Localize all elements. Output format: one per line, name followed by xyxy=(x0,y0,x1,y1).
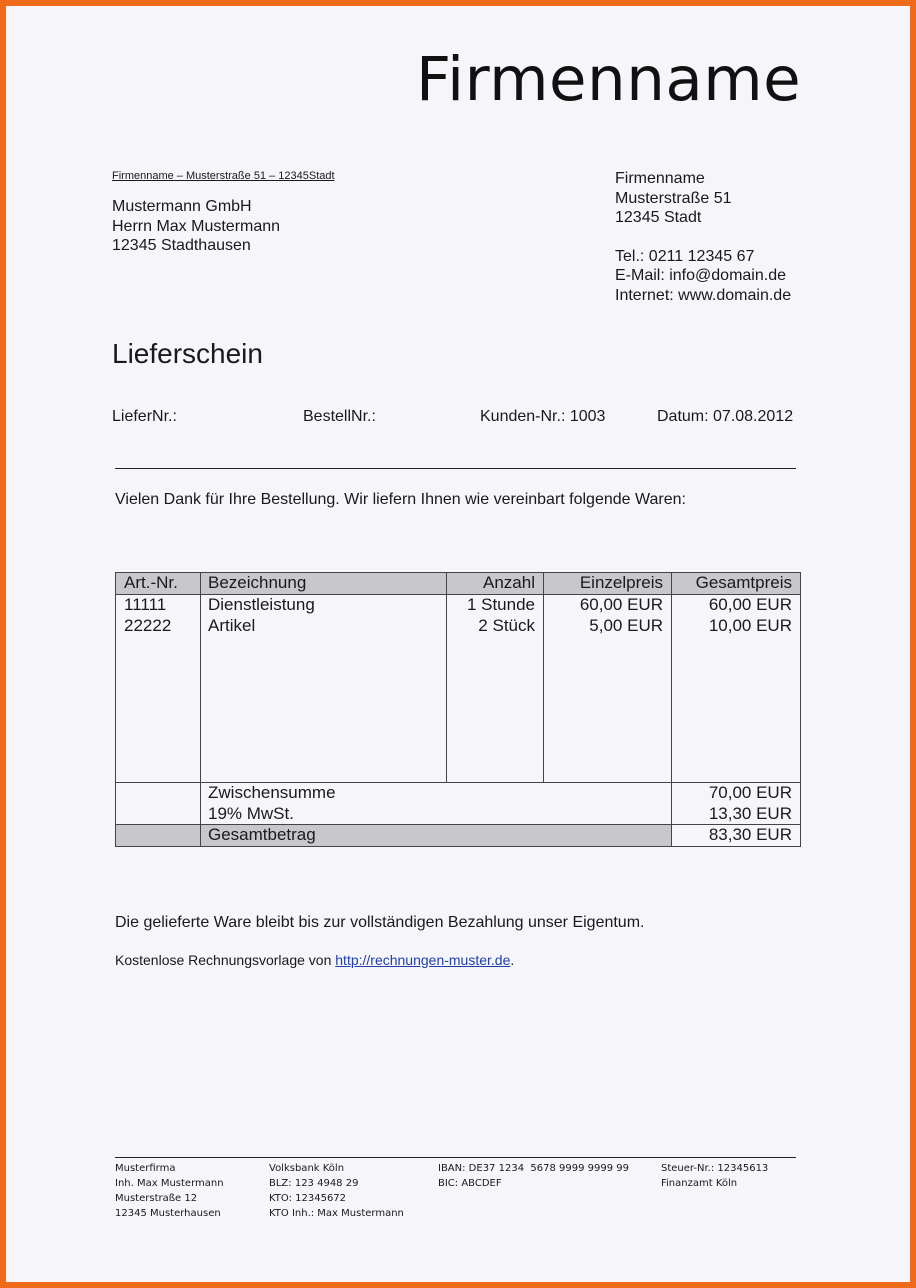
divider xyxy=(115,468,796,469)
footer-line: Volksbank Köln xyxy=(269,1163,345,1174)
footer-line: 12345 Musterhausen xyxy=(115,1208,221,1219)
header-einzelpreis: Einzelpreis xyxy=(579,573,663,592)
row2-art-nr: 22222 xyxy=(124,616,172,635)
datum: Datum: 07.08.2012 xyxy=(657,408,794,425)
footer-bank xyxy=(269,1161,404,1221)
liefer-nr: LieferNr.: xyxy=(112,408,177,425)
ownership-note: Die gelieferte Ware bleibt bis zur vollständigen Bezahlung unser Eigentum. xyxy=(115,914,645,931)
contact-street: Musterstraße 51 xyxy=(615,189,732,207)
footer-iban xyxy=(438,1161,629,1191)
subtotal-value: 70,00 EUR xyxy=(708,783,792,802)
recipient-address xyxy=(112,197,280,256)
bestell-nr: BestellNr.: xyxy=(303,408,376,425)
header-bezeichnung: Bezeichnung xyxy=(208,573,307,592)
document-page xyxy=(6,6,910,1282)
footer-line: Finanzamt Köln xyxy=(661,1178,738,1189)
document-title: Lieferschein xyxy=(112,338,263,369)
footer-line: Musterfirma xyxy=(115,1163,176,1174)
row1-anzahl: 1 Stunde xyxy=(466,595,535,614)
contact-email: E-Mail: info@domain.de xyxy=(615,267,786,284)
template-credit-suffix: . xyxy=(510,952,515,968)
footer-line: Inh. Max Mustermann xyxy=(115,1178,224,1189)
company-contact-block xyxy=(615,169,791,305)
contact-city: 12345 Stadt xyxy=(615,209,702,226)
col-divider xyxy=(200,573,201,846)
header-art-nr: Art.-Nr. xyxy=(124,573,178,592)
recipient-person: Herrn Max Mustermann xyxy=(112,217,281,235)
row2-gesamtpreis: 10,00 EUR xyxy=(708,616,792,635)
footer-line: Steuer-Nr.: 12345613 xyxy=(661,1163,769,1174)
template-link[interactable]: http://rechnungen-muster.de xyxy=(335,952,511,968)
total-label: Gesamtbetrag xyxy=(208,825,316,844)
subtotal-label: Zwischensumme xyxy=(208,783,336,802)
footer-line: BIC: ABCDEF xyxy=(438,1178,502,1189)
row2-bezeichnung: Artikel xyxy=(208,616,256,635)
footer-line: BLZ: 123 4948 29 xyxy=(269,1178,359,1189)
footer-company xyxy=(115,1161,224,1221)
footer-tax xyxy=(661,1161,768,1191)
total-value: 83,30 EUR xyxy=(708,825,792,844)
contact-internet: Internet: www.domain.de xyxy=(615,286,792,304)
kunden-nr: Kunden-Nr.: 1003 xyxy=(480,408,606,425)
company-title: Firmenname xyxy=(416,44,802,115)
intro-text: Vielen Dank für Ihre Bestellung. Wir liefern Ihnen wie vereinbart folgende Waren: xyxy=(115,491,686,508)
tax-label: 19% MwSt. xyxy=(208,804,294,823)
contact-tel: Tel.: 0211 12345 67 xyxy=(615,247,755,265)
footer-line: KTO Inh.: Max Mustermann xyxy=(269,1208,404,1219)
row2-anzahl: 2 Stück xyxy=(478,616,535,635)
sender-address-line: Firmenname – Musterstraße 51 – 12345Stadt xyxy=(112,170,335,182)
items-table xyxy=(115,572,801,847)
template-credit xyxy=(115,952,514,968)
row1-einzelpreis: 60,00 EUR xyxy=(579,595,663,614)
row1-art-nr: 11111 xyxy=(124,595,167,614)
footer-line: IBAN: DE37 1234 5678 9999 9999 99 xyxy=(438,1163,630,1174)
tax-value: 13,30 EUR xyxy=(708,804,792,823)
recipient-city: 12345 Stadthausen xyxy=(112,237,251,254)
row1-bezeichnung: Dienstleistung xyxy=(208,595,315,614)
row2-einzelpreis: 5,00 EUR xyxy=(589,616,663,635)
template-credit-text: Kostenlose Rechnungsvorlage von xyxy=(115,952,336,968)
header-anzahl: Anzahl xyxy=(483,573,535,592)
recipient-company: Mustermann GmbH xyxy=(112,198,252,215)
header-gesamtpreis: Gesamtpreis xyxy=(695,573,792,592)
footer-divider xyxy=(115,1157,796,1158)
footer-line: KTO: 12345672 xyxy=(269,1193,347,1204)
row1-gesamtpreis: 60,00 EUR xyxy=(708,595,792,614)
footer-line: Musterstraße 12 xyxy=(115,1193,198,1204)
contact-name: Firmenname xyxy=(615,170,705,187)
